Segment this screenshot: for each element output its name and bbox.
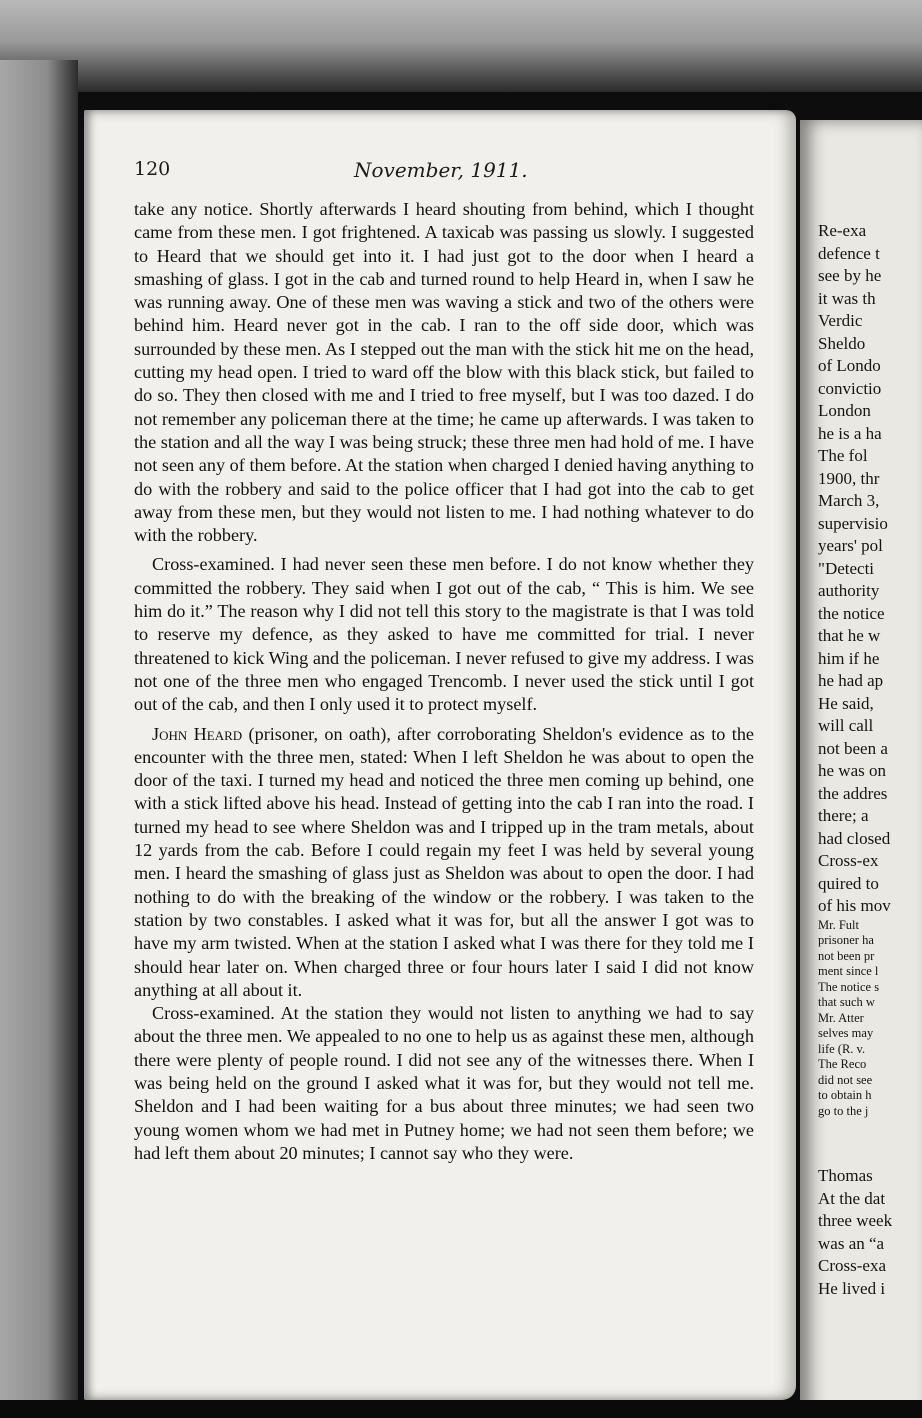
paragraph-2 bbox=[134, 553, 754, 716]
fragment-line: Cross-exa bbox=[818, 1256, 886, 1275]
fragment-footnote-line: go to the j bbox=[818, 1103, 869, 1118]
fragment-footnote-line: The Reco bbox=[818, 1057, 867, 1071]
fragment-footnote-line: The notice s bbox=[818, 979, 880, 994]
paragraph-text: Cross-examined. At the station they would not listen to anything we had to say about the three men. We appealed to no one to help us as against these men, although there were plenty of people round. I did not see any of the witnesses there. When I was being held on the ground I asked what it was for, but they would not tell me. Sheldon and I had been waiting for a bus about three minutes; we had seen two young women whom we had met in Putney home; we had not seen them before; we had left them about 20 minutes; I cannot say who they were. bbox=[134, 1003, 754, 1163]
page-body bbox=[134, 198, 754, 1165]
paragraph-4 bbox=[134, 1002, 754, 1165]
fragment-line: of Londo bbox=[818, 356, 881, 375]
page-number: 120 bbox=[134, 158, 171, 180]
page-content bbox=[134, 154, 754, 1165]
fragment-line: convictio bbox=[818, 378, 882, 398]
fragment-footnote-line: that such w bbox=[818, 995, 875, 1009]
scan-top-background bbox=[0, 0, 922, 92]
fragment-line: defence t bbox=[818, 243, 880, 263]
fragment-footnote-line: selves may bbox=[818, 1026, 874, 1040]
fragment-line: "Detecti bbox=[818, 558, 875, 578]
running-head: November, 1911. bbox=[354, 158, 528, 182]
fragment-line: quired to bbox=[818, 873, 879, 893]
fragment-line: Sheldo bbox=[818, 333, 866, 353]
fragment-line: he was on bbox=[818, 761, 886, 780]
paragraph-text: take any notice. Shortly afterwards I heard shouting from behind, which I thought came from these men. I got frightened. A taxicab was passing us slowly. I suggested to Heard that we should get into it. I had just got to the door when I heard a smashing of glass. I got in the cab and turned round to help Heard in, when I saw he was running away. One of these men was waving a stick and two of the others were behind him. Heard never got in the cab. I ran to the off side door, which was surrounded by these men. As I stepped out the man with the stick hit me on the head, cutting my head open. I tried to ward off the blow with this black stick, but failed to do so. They then closed with me and I tried to free myself, but I was too dazed. I do not remember any policeman there at the time; he came up afterwards. I was taken to the station and all the way I was being struck; these three men had hold of me. I have not seen any of them before. At the station when charged I denied having anything to do with the robbery and said to the police officer that I had got into the cab to get away from these men, but they would not listen to me. I had nothing whatever to do with the robbery. bbox=[134, 199, 754, 546]
fragment-line: he had ap bbox=[818, 671, 884, 690]
fragment-line: 1900, thr bbox=[818, 468, 880, 488]
fragment-line: will call bbox=[818, 716, 874, 735]
paragraph-text: Cross-examined. I had never seen these men before. I do not know whether they committed the robbery. They said when I got out of the cab, “ This is him. We see him do it.” The reason why I did not tell this story to the magistrate is that I was told to reserve my defence, as they asked to have me committed for trial. I never threatened to kick Wing and the policeman. I never refused to give my address. I was not one of the three men who engaged Trencomb. I never used the stick until I got out of the cab, and then I only used it to protect myself. bbox=[134, 554, 754, 715]
fragment-footnote-line: life (R. v. bbox=[818, 1041, 866, 1056]
fragment-line: supervisio bbox=[818, 513, 888, 533]
fragment-footnote-line: Mr. Atter bbox=[818, 1010, 864, 1025]
fragment-line: Cross-ex bbox=[818, 851, 879, 870]
fragment-line: He said, bbox=[818, 693, 874, 713]
fragment-line: not been a bbox=[818, 738, 888, 758]
witness-name: John Heard bbox=[152, 723, 243, 744]
fragment-line: Re-exa bbox=[818, 221, 867, 240]
fragment-line: Verdic bbox=[818, 311, 863, 330]
fragment-line: He lived i bbox=[818, 1278, 886, 1298]
fragment-line: there; a bbox=[818, 806, 869, 825]
fragment-line: it was th bbox=[818, 288, 876, 308]
fragment-line: the notice bbox=[818, 603, 885, 623]
fragment-footnote-line: ment since l bbox=[818, 964, 879, 978]
fragment-footnote-line: prisoner ha bbox=[818, 933, 874, 947]
book-page-right-edge bbox=[800, 120, 922, 1418]
fragment-line: that he w bbox=[818, 626, 881, 645]
fragment-line: three week bbox=[818, 1211, 893, 1230]
page-header bbox=[134, 154, 754, 190]
fragment-line: he is a ha bbox=[818, 423, 882, 443]
facing-page-fragments bbox=[818, 220, 922, 1300]
fragment-line: see by he bbox=[818, 266, 882, 285]
fragment-line: years' pol bbox=[818, 536, 883, 555]
fragment-line: March 3, bbox=[818, 491, 880, 510]
fragment-line: him if he bbox=[818, 648, 880, 668]
paragraph-3 bbox=[134, 723, 754, 1003]
fragment-line: had closed bbox=[818, 828, 891, 848]
fragment-footnote-line: not been pr bbox=[818, 948, 875, 963]
fragment-footnote-line: to obtain h bbox=[818, 1088, 872, 1102]
fragment-footnote-line: Mr. Fult bbox=[818, 917, 859, 932]
fragment-line: At the dat bbox=[818, 1188, 886, 1208]
fragment-line: was an “a bbox=[818, 1233, 885, 1253]
fragment-footnote-line: did not see bbox=[818, 1072, 873, 1087]
scan-left-edge bbox=[0, 60, 78, 1418]
fragment-line: Thomas bbox=[818, 1166, 873, 1185]
book-page-left bbox=[84, 110, 796, 1400]
paragraph-text: (prisoner, on oath), after corroborating Sheldon's evidence as to the encounter with the three men, stated: When I left Sheldon he was about to open the door of the taxi. I turned my head and noticed the three men coming up behind, one with a stick lifted above his head. Instead of getting into the cab I ran into the road. I turned my head to see where Sheldon was and I tripped up in the tram metals, about 12 yards from the cab. Before I could regain my feet I was held by several young men. I heard the smashing of glass just as Sheldon was about to open the door. I had nothing to do with the breaking of the window or the robbery. I was taken to the station by two constables. I asked what it was for, but all the answer I got was to have my arm twisted. When at the station I asked what I was there for they told me I should hear later on. When charged three or four hours later I said I did not know anything at all about it. bbox=[134, 723, 755, 1000]
scan-bottom-edge bbox=[0, 1400, 922, 1418]
fragment-line: London bbox=[818, 401, 871, 420]
fragment-line: authority bbox=[818, 581, 880, 600]
fragment-line: The fol bbox=[818, 446, 868, 465]
fragment-line: the addres bbox=[818, 783, 888, 803]
fragment-line: of his mov bbox=[818, 896, 891, 915]
paragraph-1 bbox=[134, 198, 754, 547]
